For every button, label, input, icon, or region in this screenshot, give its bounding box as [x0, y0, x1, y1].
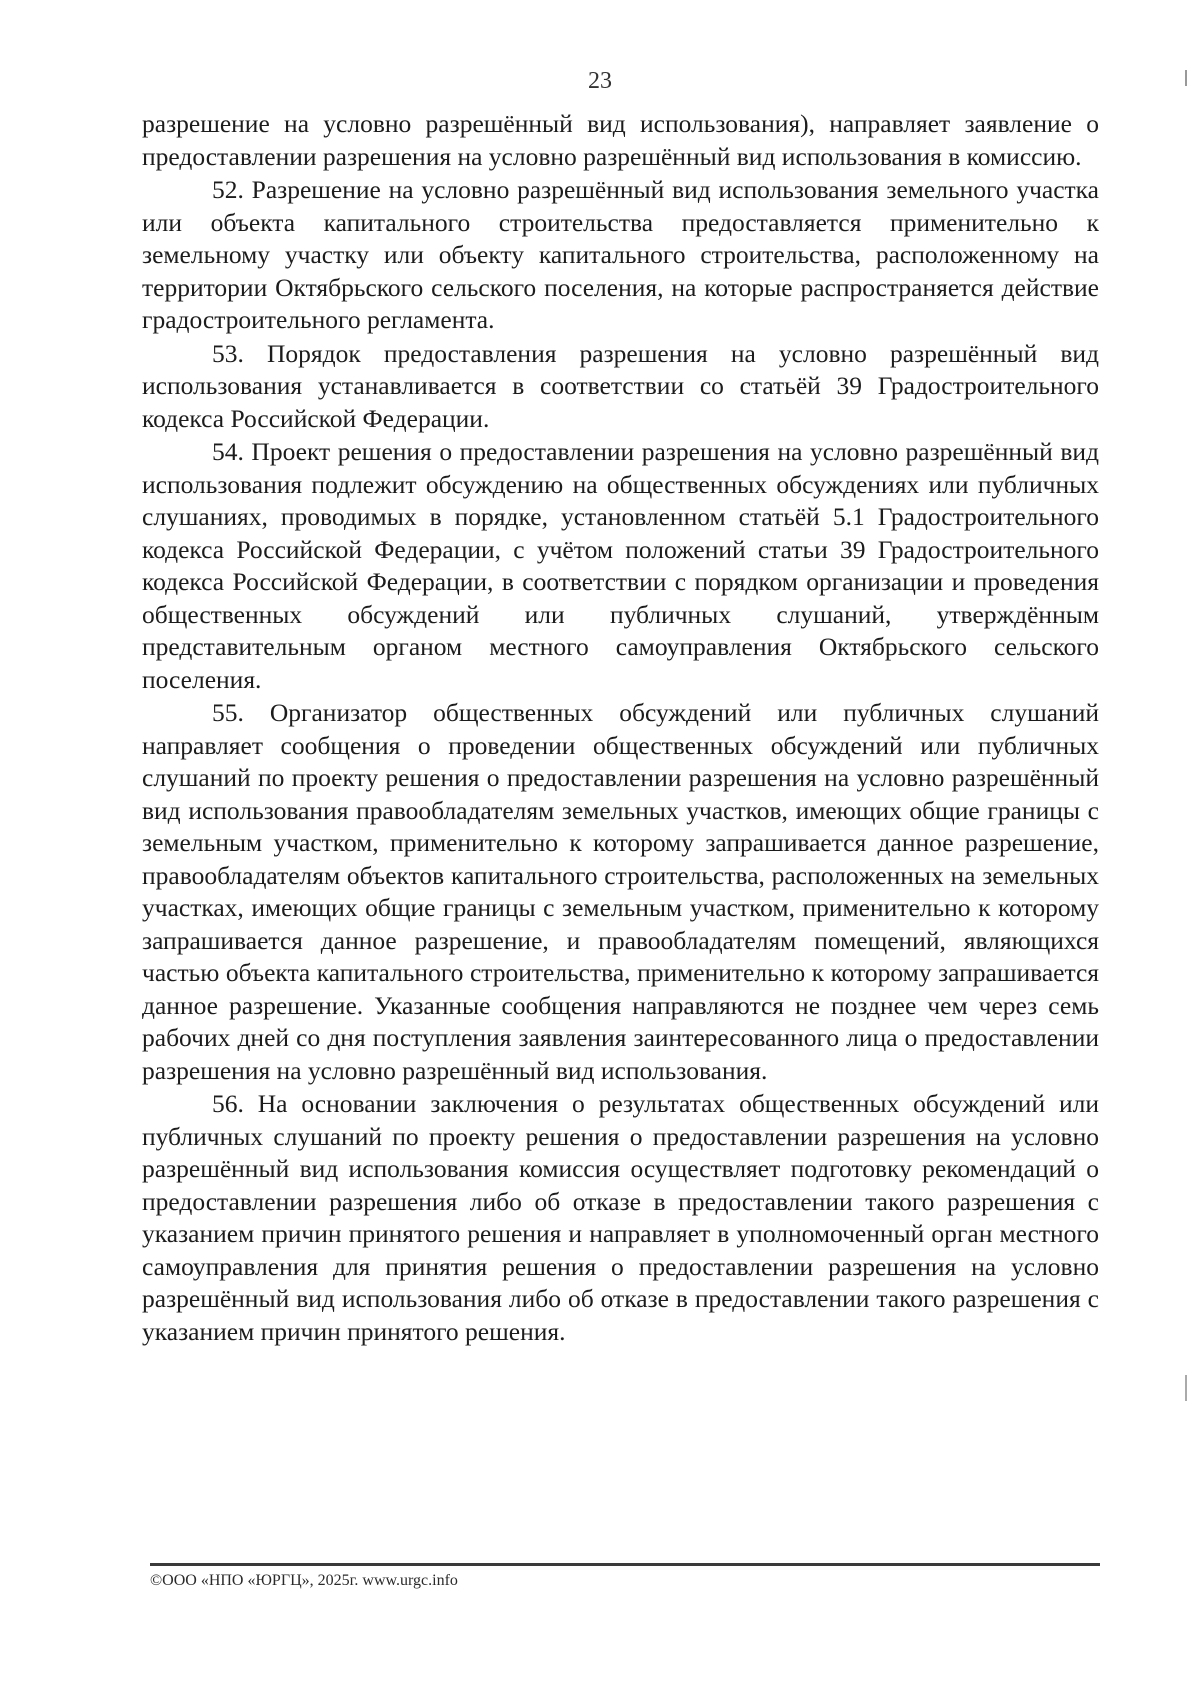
footer-divider — [150, 1563, 1100, 1566]
paragraph-53: 53. Порядок предоставления разрешения на условно разрешённый вид использования устанавливается в соответствии со статьёй 39 Градостроительного кодекса Российской Федерации. — [142, 338, 1099, 433]
paragraph-52: 52. Разрешение на условно разрешённый вид использования земельного участка или объекта капитального строительства предоставляется применительно к земельному участку или объекту капитального строительства, расположенному на территории Октябрьского сельского поселения, на которые распространяется действие градостроительного регламента. — [142, 175, 1099, 334]
paragraph-55: 55. Организатор общественных обсуждений или публичных слушаний направляет сообщения о проведении общественных обсуждений или публичных слушаний по проекту решения о предоставлении разрешения на условно разрешённый вид использования правообладателям земельных участков, имеющих общие границы с земельным участком, применительно к которому запрашивается данное разрешение, правообладателям объектов капитального строительства, расположенных на земельных участках, имеющих общие границы с земельным участком, применительно к которому запрашивается данное разрешение, и правообладателям помещений, являющихся частью объекта капитального строительства, применительно к которому запрашивается данное разрешение. Указанные сообщения направляются не позднее чем через семь рабочих дней со дня поступления заявления заинтересованного лица о предоставлении разрешения на условно разрешённый вид использования. — [142, 698, 1099, 1085]
document-body — [142, 108, 1099, 1348]
scan-edge-mark — [1185, 70, 1187, 86]
scan-edge-mark — [1185, 1375, 1187, 1401]
paragraph-continuation: разрешение на условно разрешённый вид использования), направляет заявление о предоставлении разрешения на условно разрешённый вид использования в комиссию. — [142, 109, 1099, 171]
page-number: 23 — [588, 68, 612, 94]
paragraph-54: 54. Проект решения о предоставлении разрешения на условно разрешённый вид использования подлежит обсуждению на общественных обсуждениях или публичных слушаниях, проводимых в порядке, установленном статьёй 5.1 Градостроительного кодекса Российской Федерации, с учётом положений статьи 39 Градостроительного кодекса Российской Федерации, в соответствии с порядком организации и проведения общественных обсуждений или публичных слушаний, утверждённым представительным органом местного самоуправления Октябрьского сельского поселения. — [142, 437, 1099, 694]
paragraph-56: 56. На основании заключения о результатах общественных обсуждений или публичных слушаний по проекту решения о предоставлении разрешения на условно разрешённый вид использования комиссия осуществляет подготовку рекомендаций о предоставлении разрешения либо об отказе в предоставлении такого разрешения с указанием причин принятого решения и направляет в уполномоченный орган местного самоуправления для принятия решения о предоставлении разрешения на условно разрешённый вид использования либо об отказе в предоставлении такого разрешения с указанием причин принятого решения. — [142, 1089, 1099, 1346]
footer-copyright: ©ООО «НПО «ЮРГЦ», 2025г. www.urgc.info — [150, 1572, 458, 1589]
